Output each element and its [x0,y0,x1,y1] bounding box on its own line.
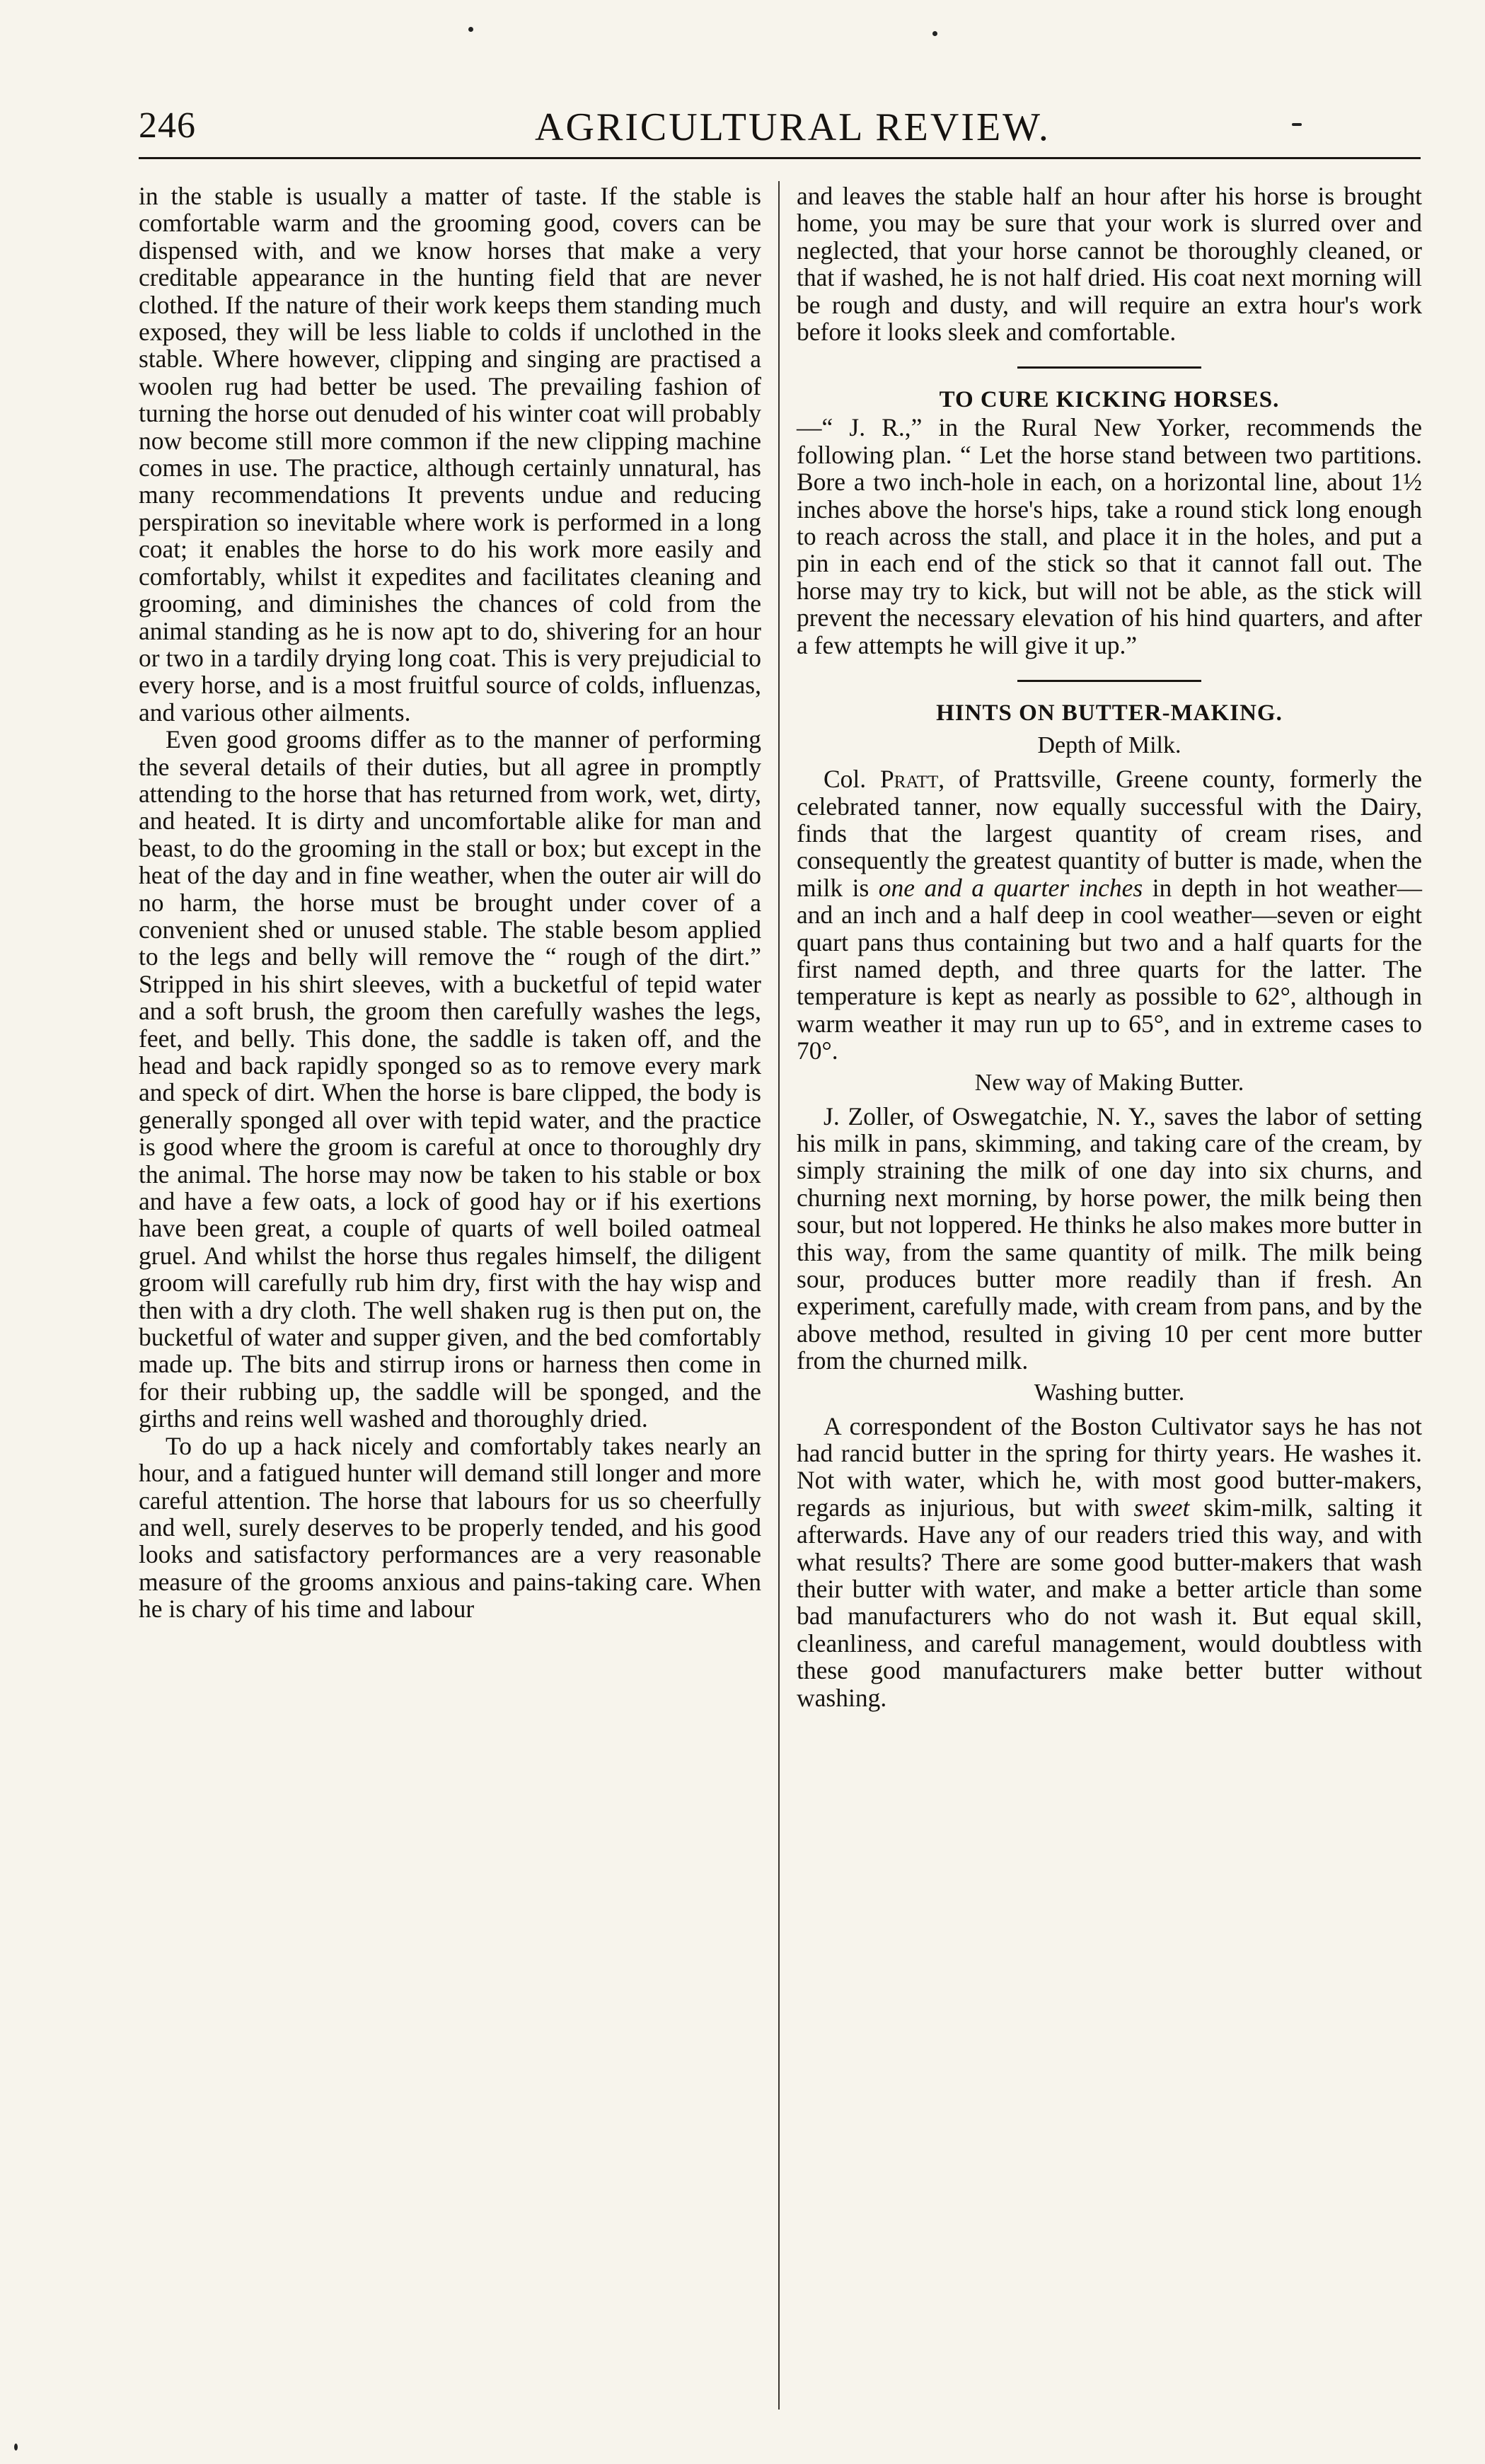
left-paragraph-1: in the stable is usually a matter of taste. If the stable is comfortable warm and the grooming good, covers can be dispensed with, and we know horses that make a very creditable appearance in the hunting field that are never clothed. If the nature of their work keeps them standing much exposed, they will be less liable to colds if unclothed in the stable. Where however, clipping and singing are practised a woolen rug had better be used. The prevailing fashion of turning the horse out denuded of his winter coat will probably now become still more common if the new clipping machine comes in use. The practice, although certainly unnatural, has many recommendations It prevents undue and reducing perspiration so inevitable where work is performed in a long coat; it enables the horse to do his work more easily and comfortably, whilst it expedites and facilitates cleaning and grooming, and diminishes the chances of cold from the animal standing as he is now apt to do, shivering for an hour or two in a tardily drying long coat. This is very prejudicial to every horse, and is a most fruitful source of colds, influenzas, and various other ailments. [139,182,761,727]
section-heading-butter-making: HINTS ON BUTTER-MAKING. [936,700,1283,727]
washing-butter-paragraph [797,1413,1422,1711]
text-run: Col. [824,765,881,794]
page-header [139,105,1421,158]
name-small-caps: Pratt [880,765,939,794]
left-paragraph-2: Even good grooms differ as to the manner of performing the several details of their duties, but all agree in promptly attending to the horse that has returned from work, wet, dirty, and heated. It is dirty and uncomfortable alike for man and beast, to do the grooming in the stall or box; but except in the heat of the day and in fine weather, when the outer air will do no harm, the horse must be brought under cover of a convenient shed or unused stable. The stable besom applied to the legs and belly will remove the “ rough of the dirt.” Stripped in his shirt sleeves, with a bucketful of tepid water and a soft brush, the groom then carefully washes the legs, feet, and belly. This done, the saddle is taken off, and the head and back rapidly sponged so as to remove every mark and speck of dirt. When the horse is bare clipped, the body is generally sponged all over with tepid water, and the practice is good where the groom is careful at once to thoroughly dry the animal. The horse may now be taken to his stable or box and have a few oats, a lock of good hay or if his exertions have been great, a couple of quarts of well boiled oatmeal gruel. And whilst the horse thus regales himself, the diligent groom will carefully rub him dry, first with the hay wisp and then with a dry cloth. The well shaken rug is then put on, the bucketful of water and supper given, and the bed comfortably made up. The bits and stirrup irons or harness then come in for their rubbing up, the saddle will be sponged, and the girths and reins well washed and thoroughly dried. [139,725,761,1433]
kicking-horses-paragraph: —“ J. R.,” in the Rural New Yorker, recommends the following plan. “ Let the horse stand between two partitions. Bore a two inch-hole in each, on a horizontal line, about 1½ inches above the horse's hips, take a round stick long enough to reach across the stall, and place it in the holes, and put a pin in each end of the stick so that it cannot fall out. The horse may try to kick, but will not be able, as the stick will prevent the necessary elevation of his hind quarters, and after a few attempts he will give it up.” [797,413,1422,659]
text-run: skim-milk, salting it afterwards. Have any of our readers tried this way, and with what results? There are some good butter-makers that wash their butter with water, and make a better article than some bad manufacturers who do not wash it. But equal skill, cleanliness, and careful management, would doubtless with these good manufacturers make better butter without washing. [797,1493,1422,1712]
ink-speck [932,31,937,36]
subheading-washing-butter: Washing butter. [1034,1379,1185,1406]
left-column [139,183,761,1623]
italic-emphasis: sweet [1133,1493,1190,1522]
subheading-new-way-butter: New way of Making Butter. [974,1069,1244,1096]
header-rule [139,157,1421,159]
text-run: , of Prattsville, Greene county, formerly the celebrated tanner, now equally successful with the Dairy, finds that the largest quantity of cream rises, and consequently the greatest quantity of butter is made, when the milk is [797,765,1422,902]
subheading-depth-of-milk: Depth of Milk. [1037,732,1181,759]
depth-of-milk-paragraph [797,765,1422,1064]
running-title: AGRICULTURAL REVIEW. [535,105,1051,149]
italic-emphasis: one and a quarter inches [878,873,1143,902]
right-paragraph-1: and leaves the stable half an hour after his horse is brought home, you may be sure that your work is slurred over and neglected, that your horse cannot be thoroughly cleaned, or that if washed, he is not half dried. His coat next morning will be rough and dusty, and will require an extra hour's work before it looks sleek and comfortable. [797,182,1422,347]
text-run: A correspondent of the Boston Cultivator says he has not had rancid butter in the spring for thirty years. He washes it. Not with water, which he, with most good butter-makers, regards as injurious, but with [797,1411,1422,1522]
text-run: in depth in hot weather—and an inch and a half deep in cool weather—seven or eight quart pans thus containing but two and a half quarts for the first named depth, and three quarts for the latter. The temperature is kept as nearly as possible to 62°, although in warm weather it may run up to 65°, and in extreme cases to 70°. [797,873,1422,1065]
ink-speck [14,2443,18,2451]
new-way-butter-paragraph: J. Zoller, of Oswegatchie, N. Y., saves the labor of setting his milk in pans, skimming, and taking care of the cream, by simply straining the milk of one day into six churns, and churning next morning, by horse power, the milk being then sour, but not loppered. He thinks he also makes more butter in this way, from the same quantity of milk. The milk being sour, produces butter more readily than if fresh. An experiment, carefully made, with cream from pans, and by the above method, resulted in giving 10 per cent more butter from the churned milk. [797,1101,1422,1375]
section-divider [1017,680,1201,682]
section-divider [1017,366,1201,369]
ink-speck [468,27,473,32]
column-divider [778,181,780,2410]
page-number: 246 [139,105,196,146]
left-paragraph-3: To do up a hack nicely and comfortably takes nearly an hour, and a fatigued hunter will demand still longer and more careful attention. The horse that labours for us so cheerfully and well, surely deserves to be properly tended, and his good looks and satisfactory performances are a very reasonable measure of the grooms anxious and pains-taking care. When he is chary of his time and labour [139,1431,761,1624]
right-column [797,183,1422,1711]
ink-speck [1292,123,1302,126]
section-heading-kicking-horses: TO CURE KICKING HORSES. [939,387,1280,413]
